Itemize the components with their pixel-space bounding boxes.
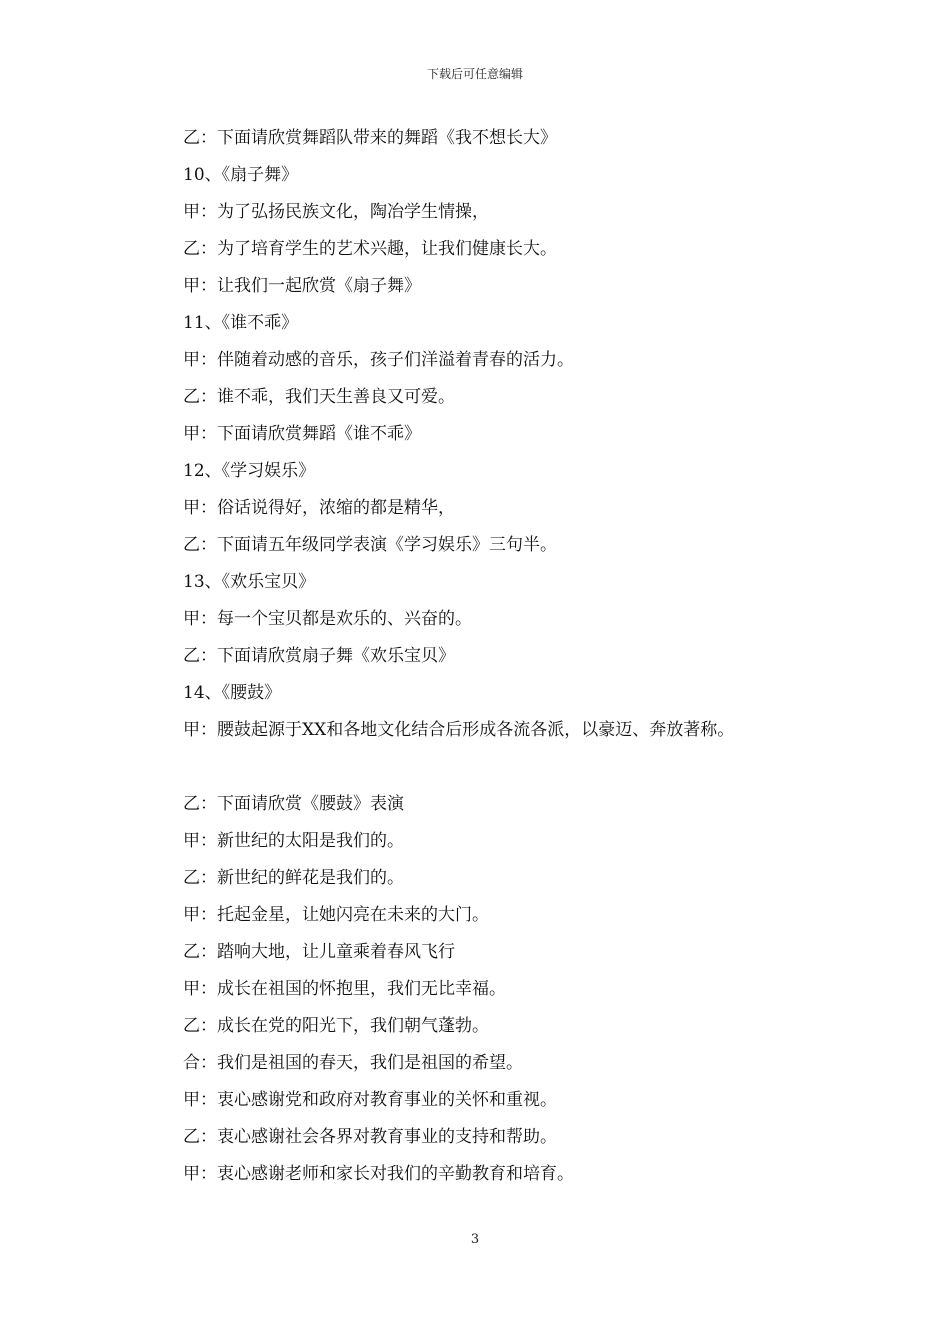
document-body xyxy=(183,124,883,1197)
text-line: 乙：衷心感谢社会各界对教育事业的支持和帮助。 xyxy=(183,1127,557,1147)
text-line: 乙：下面请欣赏扇子舞《欢乐宝贝》 xyxy=(183,646,455,666)
text-line: 乙：成长在党的阳光下，我们朝气蓬勃。 xyxy=(183,1016,489,1036)
text-line: 甲：俗话说得好，浓缩的都是精华， xyxy=(183,498,455,518)
blank-line xyxy=(183,753,883,790)
text-line: 乙：下面请欣赏舞蹈队带来的舞蹈《我不想长大》 xyxy=(183,128,557,148)
text-line: 乙：踏响大地，让儿童乘着春风飞行 xyxy=(183,942,455,962)
section-heading: 14、《腰鼓》 xyxy=(183,683,282,703)
text-line: 甲：新世纪的太阳是我们的。 xyxy=(183,831,404,851)
text-line: 甲：下面请欣赏舞蹈《谁不乖》 xyxy=(183,424,421,444)
page-header: 下载后可任意编辑 xyxy=(426,67,523,81)
text-line: 甲：衷心感谢老师和家长对我们的辛勤教育和培育。 xyxy=(183,1164,574,1184)
section-heading: 11、《谁不乖》 xyxy=(183,313,299,333)
text-line: 甲：衷心感谢党和政府对教育事业的关怀和重视。 xyxy=(183,1090,557,1110)
section-heading: 12、《学习娱乐》 xyxy=(183,461,316,481)
text-line: 甲：为了弘扬民族文化，陶冶学生情操， xyxy=(183,202,489,222)
page-number: 3 xyxy=(470,1232,480,1247)
text-line: 甲：伴随着动感的音乐，孩子们洋溢着青春的活力。 xyxy=(183,350,574,370)
text-line: 乙：下面请欣赏《腰鼓》表演 xyxy=(183,794,404,814)
section-heading: 13、《欢乐宝贝》 xyxy=(183,572,316,592)
text-line: 乙：为了培育学生的艺术兴趣，让我们健康长大。 xyxy=(183,239,557,259)
section-heading: 10、《扇子舞》 xyxy=(183,165,299,185)
text-line: 甲：让我们一起欣赏《扇子舞》 xyxy=(183,276,421,296)
text-line: 乙：新世纪的鲜花是我们的。 xyxy=(183,868,404,888)
text-line: 甲：成长在祖国的怀抱里，我们无比幸福。 xyxy=(183,979,506,999)
text-line: 甲：托起金星，让她闪亮在未来的大门。 xyxy=(183,905,489,925)
text-line: 甲：腰鼓起源于XX和各地文化结合后形成各流各派，以豪迈、奔放著称。 xyxy=(183,720,735,740)
text-line: 合：我们是祖国的春天，我们是祖国的希望。 xyxy=(183,1053,523,1073)
text-line: 甲：每一个宝贝都是欢乐的、兴奋的。 xyxy=(183,609,472,629)
text-line: 乙：下面请五年级同学表演《学习娱乐》三句半。 xyxy=(183,535,557,555)
text-line: 乙：谁不乖，我们天生善良又可爱。 xyxy=(183,387,455,407)
